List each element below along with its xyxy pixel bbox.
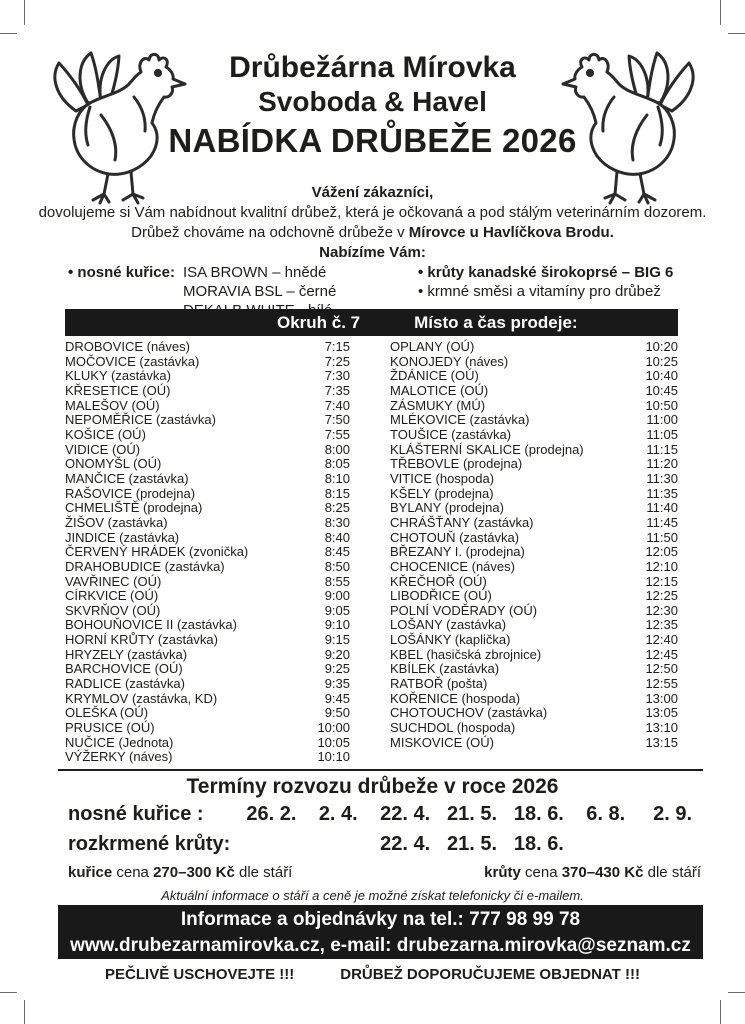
schedule-row xyxy=(390,443,678,458)
time-value: 9:25 xyxy=(324,661,350,677)
time-value: 10:00 xyxy=(317,720,350,736)
turkeys-price xyxy=(484,864,701,881)
time-value: 8:50 xyxy=(324,558,350,574)
schedule-row xyxy=(65,355,350,370)
place-label: LOŠÁNKY (kaplička) xyxy=(390,632,511,648)
place-label: KŘESETICE (OÚ) xyxy=(65,382,171,398)
time-value: 10:10 xyxy=(317,749,350,765)
place-label: MOČOVICE (zastávka) xyxy=(65,353,200,369)
schedule-row xyxy=(65,589,350,604)
place-label: TOUŠICE (zastávka) xyxy=(390,426,512,442)
schedule-row xyxy=(65,662,350,677)
date-value: 21. 5. xyxy=(446,803,498,825)
contact-web-line: www.drubezarnamirovka.cz, e-mail: drubezarna.mirovka@seznam.cz xyxy=(70,935,691,956)
offer-feed: • krmné směsi a vitamíny pro drůbež xyxy=(418,283,661,300)
schedule-row xyxy=(65,457,350,472)
place-label: DROBOVICE (náves) xyxy=(65,339,190,354)
place-label: KŘEČHOŘ (OÚ) xyxy=(390,573,487,589)
schedule-row xyxy=(390,604,678,619)
schedule-row xyxy=(65,604,350,619)
intro-text xyxy=(0,183,745,243)
time-value: 11:35 xyxy=(646,485,678,501)
schedule-row xyxy=(390,721,678,736)
place-label: CHOTOUCHOV (zastávka) xyxy=(390,705,548,721)
place-label: VIDICE (OÚ) xyxy=(65,441,141,457)
time-value: 9:45 xyxy=(324,690,350,706)
pullets-dates xyxy=(238,803,706,826)
turkeys-price-word: krůty xyxy=(484,864,521,881)
place-label: KRYMLOV (zastávka, KD) xyxy=(65,690,218,706)
time-value: 8:30 xyxy=(324,514,350,530)
date-value: 6. 8. xyxy=(586,803,626,825)
schedule-row xyxy=(65,413,350,428)
divider-line xyxy=(58,769,703,771)
offer-heading: Nabízíme Vám: xyxy=(319,244,426,261)
time-value: 9:35 xyxy=(324,676,350,692)
time-value: 11:05 xyxy=(646,426,678,442)
time-value: 9:50 xyxy=(324,705,350,721)
schedule-row xyxy=(390,428,678,443)
time-value: 10:05 xyxy=(317,734,350,750)
turkeys-dates-label: rozkrmené krůty: xyxy=(68,833,231,855)
date-value: 26. 2. xyxy=(246,803,297,825)
schedule-row xyxy=(390,736,678,751)
breed-item: ISA BROWN – hnědé xyxy=(182,264,327,281)
pullets-label: • nosné kuřice: xyxy=(68,264,175,281)
time-value: 13:15 xyxy=(645,734,678,750)
schedule-row xyxy=(65,428,350,443)
place-label: NUČICE (Jednota) xyxy=(65,734,174,750)
time-value: 9:15 xyxy=(324,632,350,648)
place-label: DRAHOBUDICE (zastávka) xyxy=(65,558,225,574)
schedule-row xyxy=(65,472,350,487)
salutation: Vážení zákazníci, xyxy=(311,184,434,201)
schedule-row xyxy=(65,545,350,560)
place-label: CHOTOUŇ (zastávka) xyxy=(390,529,520,545)
schedule-row xyxy=(390,692,678,707)
time-value: 7:50 xyxy=(324,412,350,428)
place-label: CHOCENICE (náves) xyxy=(390,558,515,574)
date-value: 22. 4. xyxy=(380,833,431,855)
time-value: 7:30 xyxy=(324,368,350,384)
time-value: 11:00 xyxy=(646,412,678,428)
time-value: 7:25 xyxy=(324,353,350,369)
date-value: 2. 4. xyxy=(318,803,358,825)
place-label: ŽDÁNICE (OÚ) xyxy=(390,368,479,384)
time-value: 8:45 xyxy=(324,544,350,560)
place-label: JINDICE (zastávka) xyxy=(65,529,180,545)
schedule-row xyxy=(65,369,350,384)
date-value: 22. 4. xyxy=(380,803,431,825)
schedule-row xyxy=(65,443,350,458)
schedule-row xyxy=(65,721,350,736)
schedule-row xyxy=(65,618,350,633)
time-value: 11:45 xyxy=(646,514,678,530)
place-label: KBEL (hasičská zbrojnice) xyxy=(390,646,542,662)
place-label: VITICE (hospoda) xyxy=(390,470,495,486)
schedule-row xyxy=(390,648,678,663)
place-label: BYLANY (prodejna) xyxy=(390,500,504,516)
time-value: 13:00 xyxy=(645,690,678,706)
place-label: SUCHDOL (hospoda) xyxy=(390,720,516,736)
schedule-row xyxy=(390,472,678,487)
schedule-column-left xyxy=(65,340,350,765)
crop-mark xyxy=(728,992,745,993)
place-label: RADLICE (zastávka) xyxy=(65,676,185,692)
company-name: Drůbežárna Mírovka xyxy=(229,51,516,84)
schedule-row xyxy=(390,575,678,590)
time-value: 8:55 xyxy=(324,573,350,589)
time-value: 9:05 xyxy=(324,602,350,618)
time-value: 12:30 xyxy=(645,602,678,618)
schedule-row xyxy=(390,531,678,546)
schedule-row xyxy=(65,633,350,648)
schedule-row xyxy=(390,457,678,472)
place-label: POLNÍ VODĚRADY (OÚ) xyxy=(390,602,538,618)
turkeys-price-value: 370–430 Kč xyxy=(561,864,644,881)
date-value: 2. 9. xyxy=(653,803,693,825)
place-time-label: Místo a čas prodeje: xyxy=(414,312,578,332)
place-label: MALEŠOV (OÚ) xyxy=(65,397,160,413)
time-value: 11:50 xyxy=(646,529,678,545)
time-value: 10:50 xyxy=(645,397,678,413)
time-value: 10:40 xyxy=(645,368,678,384)
place-label: VÝŽERKY (náves) xyxy=(65,749,173,765)
prices-row xyxy=(68,864,701,881)
place-label: PRUSICE (OÚ) xyxy=(65,720,155,736)
order-notice: DRŮBEŽ DOPORUČUJEME OBJEDNAT !!! xyxy=(340,966,640,983)
pullets-price-word: kuřice xyxy=(68,864,113,881)
schedule-row xyxy=(390,487,678,502)
time-value: 11:30 xyxy=(646,470,678,486)
place-label: CÍRKVICE (OÚ) xyxy=(65,588,159,604)
schedule-column-right xyxy=(390,340,678,750)
schedule-row xyxy=(65,736,350,751)
place-label: CHRÁŠŤANY (zastávka) xyxy=(390,514,534,530)
route-label: Okruh č. 7 xyxy=(277,312,361,332)
intro-line-1: dovolujeme si Vám nabídnout kvalitní drůbež, která je očkovaná a pod stálým veterinárním dozorem. xyxy=(38,204,707,221)
time-value: 12:35 xyxy=(645,617,678,633)
time-value: 7:55 xyxy=(324,426,350,442)
place-label: HORNÍ KRŮTY (zastávka) xyxy=(65,632,218,648)
breed-item: MORAVIA BSL – černé xyxy=(182,283,337,300)
crop-mark xyxy=(24,1000,25,1024)
schedule-row xyxy=(65,692,350,707)
intro-line-2 xyxy=(0,223,745,243)
schedule-row xyxy=(65,531,350,546)
pullets-price-value: 270–300 Kč xyxy=(153,864,235,881)
terms-title: Termíny rozvozu drůbeže v roce 2026 xyxy=(186,775,559,798)
contact-phone-line: Informace a objednávky na tel.: 777 98 99 78 xyxy=(180,909,581,930)
schedule-row xyxy=(390,355,678,370)
schedule-row xyxy=(390,545,678,560)
schedule-row xyxy=(390,501,678,516)
time-value: 13:05 xyxy=(645,705,678,721)
time-value: 12:45 xyxy=(645,646,678,662)
place-label: ONOMYŠL (OÚ) xyxy=(65,456,162,472)
place-label: KŠELY (prodejna) xyxy=(390,485,494,501)
schedule-row xyxy=(65,677,350,692)
crop-mark xyxy=(24,0,25,25)
place-label: VAVŘINEC (OÚ) xyxy=(65,573,162,589)
schedule-row xyxy=(65,516,350,531)
schedule-row xyxy=(65,399,350,414)
schedule-row xyxy=(390,618,678,633)
place-label: SKVRŇOV (OÚ) xyxy=(65,602,161,618)
place-label: BARCHOVICE (OÚ) xyxy=(65,661,183,677)
time-value: 9:10 xyxy=(324,617,350,633)
offer-other xyxy=(418,263,673,301)
time-value: 9:00 xyxy=(324,588,350,604)
schedule-row xyxy=(390,369,678,384)
place-label: CHMELIŠTĚ (prodejna) xyxy=(65,500,203,516)
place-label: MALOTICE (OÚ) xyxy=(390,382,489,398)
contact-bar xyxy=(58,905,703,959)
place-label: NEPOMĚŘICE (zastávka) xyxy=(65,412,216,428)
time-value: 10:20 xyxy=(645,339,678,354)
place-label: MANČICE (zastávka) xyxy=(65,470,189,486)
place-label: KBÍLEK (zastávka) xyxy=(390,661,500,677)
schedule-row xyxy=(390,706,678,721)
time-value: 12:25 xyxy=(645,588,678,604)
place-label: OLEŠKA (OÚ) xyxy=(65,705,149,721)
time-value: 8:25 xyxy=(324,500,350,516)
crop-mark xyxy=(0,992,17,993)
time-value: 12:15 xyxy=(645,573,678,589)
time-value: 8:00 xyxy=(324,441,350,457)
place-label: ZÁSMUKY (MÚ) xyxy=(390,397,486,413)
time-value: 9:20 xyxy=(324,646,350,662)
place-label: KLÁŠTERNÍ SKALICE (prodejna) xyxy=(390,441,584,457)
place-label: TŘEBOVLE (prodejna) xyxy=(390,456,523,472)
place-label: ČERVENÝ HRÁDEK (zvonička) xyxy=(65,544,249,560)
schedule-row xyxy=(390,662,678,677)
time-value: 12:10 xyxy=(645,558,678,574)
schedule-row xyxy=(390,589,678,604)
time-value: 10:45 xyxy=(645,382,678,398)
page-title: NABÍDKA DRŮBEŽE 2026 xyxy=(168,122,577,160)
time-value: 7:35 xyxy=(324,382,350,398)
place-label: HRYZELY (zastávka) xyxy=(65,646,188,662)
schedule-row xyxy=(65,560,350,575)
schedule-row xyxy=(390,413,678,428)
schedule-row xyxy=(390,384,678,399)
place-label: OPLANY (OÚ) xyxy=(390,339,475,354)
place-label: MLÉKOVICE (zastávka) xyxy=(390,412,530,428)
pullets-price xyxy=(68,864,292,881)
place-label: KOŠICE (OÚ) xyxy=(65,426,146,442)
pullets-dates-label: nosné kuřice : xyxy=(68,803,204,825)
date-value: 18. 6. xyxy=(513,833,564,855)
schedule-row xyxy=(65,384,350,399)
place-label: RAŠOVICE (prodejna) xyxy=(65,485,196,501)
schedule-row xyxy=(65,501,350,516)
intro-line-2-location: Mírovce u Havlíčkova Brodu. xyxy=(408,224,614,241)
schedule-row xyxy=(65,340,350,355)
place-label: BOHOUŇOVICE II (zastávka) xyxy=(65,617,237,633)
time-value: 11:20 xyxy=(646,456,678,472)
info-note: Aktuální informace o stáří a ceně je možné získat telefonicky či e-mailem. xyxy=(161,888,584,903)
time-value: 7:15 xyxy=(324,339,350,354)
time-value: 12:05 xyxy=(645,544,678,560)
offer-turkeys: • krůty kanadské širokoprsé – BIG 6 xyxy=(418,264,674,281)
keep-notice: PEČLIVĚ USCHOVEJTE !!! xyxy=(105,966,295,983)
schedule-row xyxy=(65,706,350,721)
schedule-row xyxy=(390,677,678,692)
time-value: 12:55 xyxy=(645,676,678,692)
place-label: RATBOŘ (pošta) xyxy=(390,676,488,692)
keep-line xyxy=(0,966,745,983)
date-value: 18. 6. xyxy=(513,803,564,825)
time-value: 8:40 xyxy=(324,529,350,545)
crop-mark xyxy=(0,33,17,34)
schedule-header-bar xyxy=(65,309,678,336)
place-label: KOŘENICE (hospoda) xyxy=(390,690,521,706)
header xyxy=(0,50,745,161)
schedule-row xyxy=(390,399,678,414)
crop-mark xyxy=(728,33,745,34)
time-value: 8:10 xyxy=(324,470,350,486)
crop-mark xyxy=(720,1000,721,1024)
schedule-row xyxy=(390,633,678,648)
place-label: MISKOVICE (OÚ) xyxy=(390,734,495,750)
pullets-price-suffix: dle stáří xyxy=(234,864,293,881)
turkeys-price-suffix: dle stáří xyxy=(643,864,701,881)
time-value: 11:15 xyxy=(646,441,678,457)
time-value: 12:50 xyxy=(645,661,678,677)
intro-line-2-prefix: Drůbež chováme na odchovně drůbeže v xyxy=(131,224,409,241)
time-value: 8:15 xyxy=(324,485,350,501)
pullets-price-cena: cena xyxy=(112,864,154,881)
place-label: BŘEZANY I. (prodejna) xyxy=(390,544,525,560)
schedule-row xyxy=(65,750,350,765)
schedule-row xyxy=(390,560,678,575)
place-label: KONOJEDY (náves) xyxy=(390,353,509,369)
schedule-row xyxy=(390,516,678,531)
turkeys-dates xyxy=(238,833,706,856)
turkeys-price-cena: cena xyxy=(520,864,562,881)
time-value: 8:05 xyxy=(324,456,350,472)
time-value: 10:25 xyxy=(645,353,678,369)
time-value: 12:40 xyxy=(645,632,678,648)
schedule-row xyxy=(65,648,350,663)
place-label: LIBODŘICE (OÚ) xyxy=(390,588,492,604)
place-label: KLUKY (zastávka) xyxy=(65,368,171,384)
time-value: 11:40 xyxy=(646,500,678,516)
time-value: 13:10 xyxy=(645,720,678,736)
owners-name: Svoboda & Havel xyxy=(258,86,487,118)
schedule-row xyxy=(65,575,350,590)
crop-mark xyxy=(720,0,721,25)
place-label: LOŠANY (zastávka) xyxy=(390,617,507,633)
place-label: ŽIŠOV (zastávka) xyxy=(65,514,168,530)
time-value: 7:40 xyxy=(324,397,350,413)
schedule-row xyxy=(390,340,678,355)
schedule-row xyxy=(65,487,350,502)
date-value: 21. 5. xyxy=(446,833,498,855)
